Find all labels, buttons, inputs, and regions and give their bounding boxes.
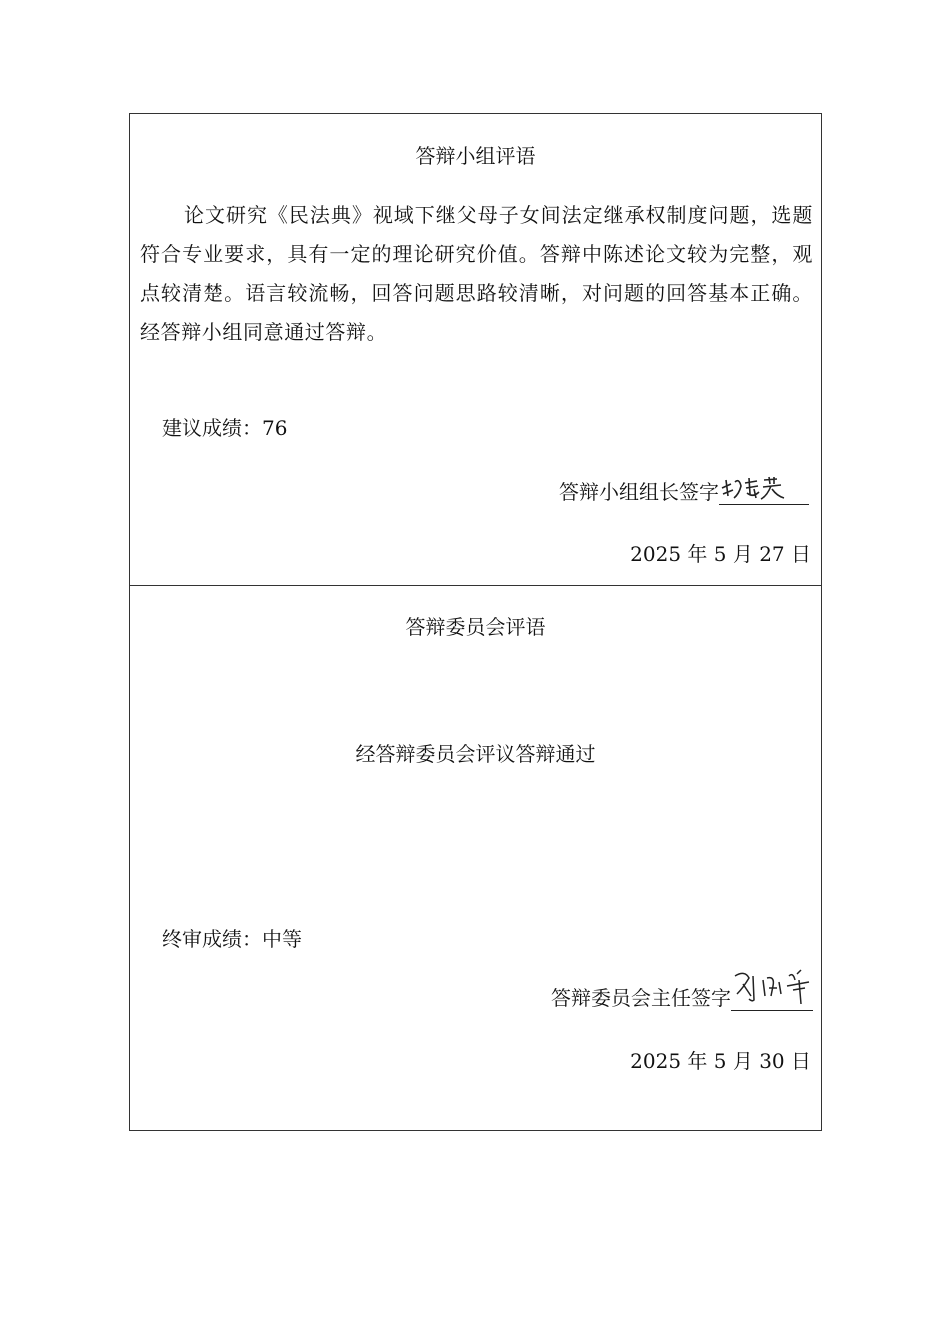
review-form-table [129,113,822,1131]
committee-comment: 经答辩委员会评议答辩通过 [355,742,596,766]
group-date: 2025 年 5 月 27 日 [630,542,811,566]
section-title: 答辩小组评语 [415,144,536,168]
signature-label: 答辩小组组长签字 [559,480,719,504]
signature-label: 答辩委员会主任签字 [551,986,731,1010]
committee-chair-signature-line [551,982,813,1011]
suggested-grade-value: 76 [262,416,288,440]
final-grade-value: 中等 [262,927,302,951]
section-title: 答辩委员会评语 [405,615,546,639]
group-leader-signature [719,478,809,505]
group-leader-signature-line [559,476,809,505]
committee-date: 2025 年 5 月 30 日 [630,1049,811,1073]
suggested-grade-label: 建议成绩： [162,416,262,440]
final-grade-label: 终审成绩： [162,927,262,951]
defense-committee-section [130,586,821,1130]
group-comment: 论文研究《民法典》视域下继父母子女间法定继承权制度问题，选题符合专业要求，具有一定的理论研究价值。答辩中陈述论文较为完整，观点较清楚。语言较流畅，回答问题思路较清晰，对问题的回答基本正确。经答辩小组同意通过答辩。 [140,203,813,344]
committee-chair-signature [731,984,813,1011]
final-grade [162,923,302,952]
defense-group-section [130,114,821,586]
suggested-grade [162,412,287,441]
